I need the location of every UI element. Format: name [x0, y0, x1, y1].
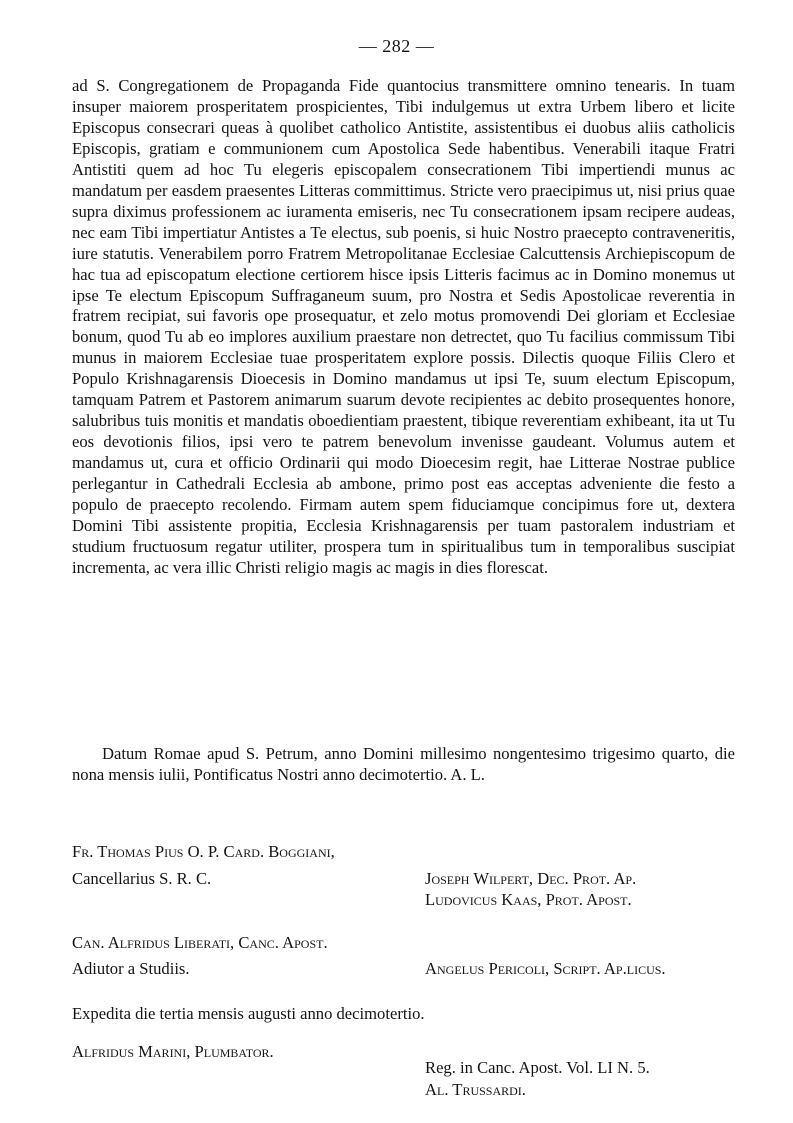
dating-clause: Datum Romae apud S. Petrum, anno Domini millesimo nongentesimo trigesimo quarto, die nona mensis iulii, Pontificatus Nostri anno decimotertio. A. L.	[72, 744, 735, 784]
signature-kaas: Ludovicus Kaas, Prot. Apost.	[425, 890, 632, 909]
bull-body	[72, 76, 735, 579]
signature-marini: Alfridus Marini, Plumbator.	[72, 1042, 274, 1061]
signature-boggiani: Fr. Thomas Pius O. P. Card. Boggiani,	[72, 842, 335, 861]
expedita-note: Expedita die tertia mensis augusti anno decimotertio.	[72, 1004, 425, 1023]
signature-cancellarius: Cancellarius S. R. C.	[72, 869, 212, 888]
signature-adiutor: Adiutor a Studiis.	[72, 959, 190, 978]
signature-wilpert: Joseph Wilpert, Dec. Prot. Ap.	[425, 869, 637, 888]
signature-liberati: Can. Alfridus Liberati, Canc. Apost.	[72, 933, 328, 952]
signature-pericoli: Angelus Pericoli, Script. Ap.licus.	[425, 959, 666, 978]
page-number: — 282 —	[358, 36, 435, 56]
registration-note: Reg. in Canc. Apost. Vol. LI N. 5.	[425, 1058, 650, 1077]
signature-trussardi: Al. Trussardi.	[425, 1080, 526, 1099]
main-paragraph: ad S. Congregationem de Propaganda Fide quantocius transmittere omnino tenearis. In tuam insuper maiorem prosperitatem prospicientes, Tibi indulgemus ut extra Urbem libero et licite Episcopus consecrari queas à quolibet catholico Antistite, assistentibus ei duobus aliis catholicis Episcopis, gratiam e communionem cum Apostolica Sede habentibus. Venerabili itaque Fratri Antistiti quem ad hoc Tu elegeris episcopalem consecrationem Tibi impertiendi munus ac mandatum per easdem praesentes Litteras committimus. Stricte vero praecipimus ut, nisi prius quae supra diximus professionem ac iuramenta emiseris, nec Tu consecrationem ipsam recipere audeas, nec eam Tibi impertiatur Antistes a Te electus, sub poenis, si huic Nostro praecepto contraveneritis, iure statutis. Venerabilem porro Fratrem Metropolitanae Ecclesiae Calcuttensis Archiepiscopum de hac tua ad episcopatum electione certiorem hisce ipsis Litteris facimus ac in Domino monemus ut ipse Te electum Episcopum Suffraganeum suum, pro Nostra et Sedis Apostolicae reverentia in fratrem recipiat, sui favoris ope prosequatur, et zelo motus promovendi Dei gloriam et Ecclesiae bonum, quod Tu ab eo implores auxilium praestare non detrectet, quo Tu facilius commissum Tibi munus in maiorem Ecclesiae tuae prosperitatem explore possis. Dilectis quoque Filiis Clero et Populo Krishnagarensis Dioecesis in Domino mandamus ut ipsi Te, suum electum Episcopum, tamquam Patrem et Pastorem animarum suarum devote recipientes ac debito prosequentes honore, salubribus tuis monitis et mandatis oboedientiam praestent, tibique reverentiam exhibeant, ita ut Tu eos devotionis filios, ipsi vero te patrem benevolum invenisse gaudeant. Volumus autem et mandamus ut, cura et officio Ordinarii qui modo Dioecesim regit, hae Litterae Nostrae publice perlegantur in Cathedrali Ecclesia ab ambone, primo post eas acceptas adveniente die festo a populo de praecepto recolendo. Firmam autem spem fiduciamque concipimus fore ut, dextera Domini Tibi assistente propitia, Ecclesia Krishnagarensis per tuam pastoralem industriam et studium fructuosum regatur utiliter, prospera tum in spiritualibus tum in temporalibus suscipiat incrementa, ac vera illic Christi religio magis ac magis in dies florescat.	[72, 76, 735, 577]
